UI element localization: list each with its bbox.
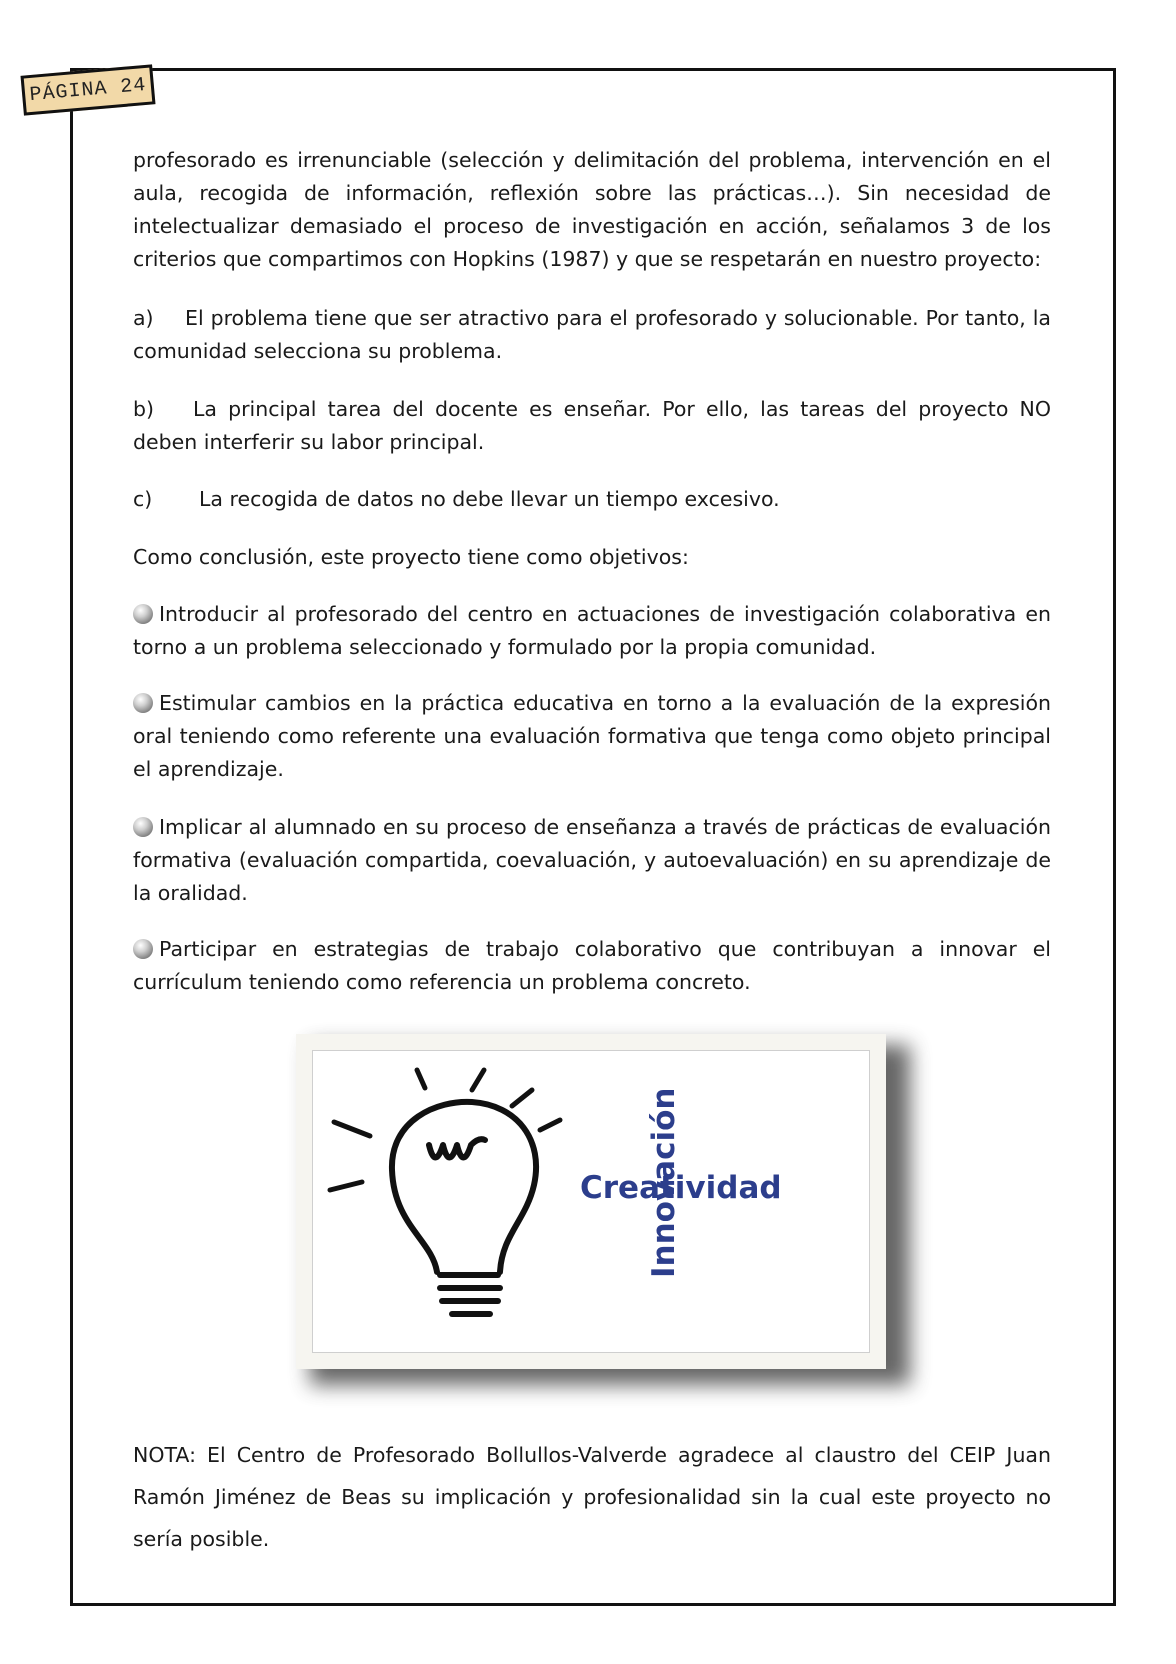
note-text: NOTA: El Centro de Profesorado Bollullos-Valverde agradece al claustro del CEIP Juan Ramón Jiménez de Beas su implicación y profesionalidad sin la cual este proyecto no sería posible. xyxy=(133,1443,1051,1551)
note-paragraph xyxy=(133,1434,1051,1560)
bullet-icon xyxy=(133,817,153,837)
intro-paragraph xyxy=(133,144,1051,276)
objective-text: Estimular cambios en la práctica educativa en torno a la evaluación de la expresión oral teniendo como referente una evaluación formativa que tenga como objeto principal el aprendizaje. xyxy=(133,691,1051,781)
criterion-c xyxy=(133,483,1051,516)
conclusion-paragraph xyxy=(133,541,1051,574)
objective-item xyxy=(133,933,1051,999)
lightbulb-illustration xyxy=(312,1050,870,1353)
lightbulb-icon xyxy=(392,1102,536,1314)
objective-text: Implicar al alumnado en su proceso de enseñanza a través de prácticas de evaluación formativa (evaluación compartida, coevaluación, y autoevaluación) en su aprendizaje de la oralidad. xyxy=(133,815,1051,905)
criterion-label: b) xyxy=(133,397,155,421)
creativity-image xyxy=(296,1034,886,1369)
criterion-a xyxy=(133,302,1051,368)
criterion-label: c) xyxy=(133,487,153,511)
word-innovacion: Innovación xyxy=(646,1087,682,1278)
word-creatividad: Creatividad xyxy=(580,1170,782,1206)
objective-item xyxy=(133,811,1051,910)
objective-item xyxy=(133,687,1051,786)
objective-text: Participar en estrategias de trabajo colaborativo que contribuyan a innovar el currículum teniendo como referencia un problema concreto. xyxy=(133,937,1051,994)
bullet-icon xyxy=(133,604,153,624)
intro-text: profesorado es irrenunciable (selección y delimitación del problema, intervención en el aula, recogida de información, reflexión sobre las prácticas…). Sin necesidad de intelectualizar demasiado el proceso de investigación en acción, señalamos 3 de los criterios que compartimos con Hopkins (1987) y que se respetarán en nuestro proyecto: xyxy=(133,148,1051,271)
page-number-label: PÁGINA 24 xyxy=(21,64,156,115)
criterion-text: El problema tiene que ser atractivo para el profesorado y solucionable. Por tanto, la comunidad selecciona su problema. xyxy=(133,306,1051,363)
criterion-text: La recogida de datos no debe llevar un tiempo excesivo. xyxy=(199,487,780,511)
criterion-b xyxy=(133,393,1051,459)
criterion-text: La principal tarea del docente es enseñar. Por ello, las tareas del proyecto NO deben interferir su labor principal. xyxy=(133,397,1051,454)
criterion-label: a) xyxy=(133,306,154,330)
conclusion-text: Como conclusión, este proyecto tiene como objetivos: xyxy=(133,545,689,569)
bullet-icon xyxy=(133,939,153,959)
bullet-icon xyxy=(133,693,153,713)
objective-item xyxy=(133,598,1051,664)
objective-text: Introducir al profesorado del centro en actuaciones de investigación colaborativa en torno a un problema seleccionado y formulado por la propia comunidad. xyxy=(133,602,1051,659)
